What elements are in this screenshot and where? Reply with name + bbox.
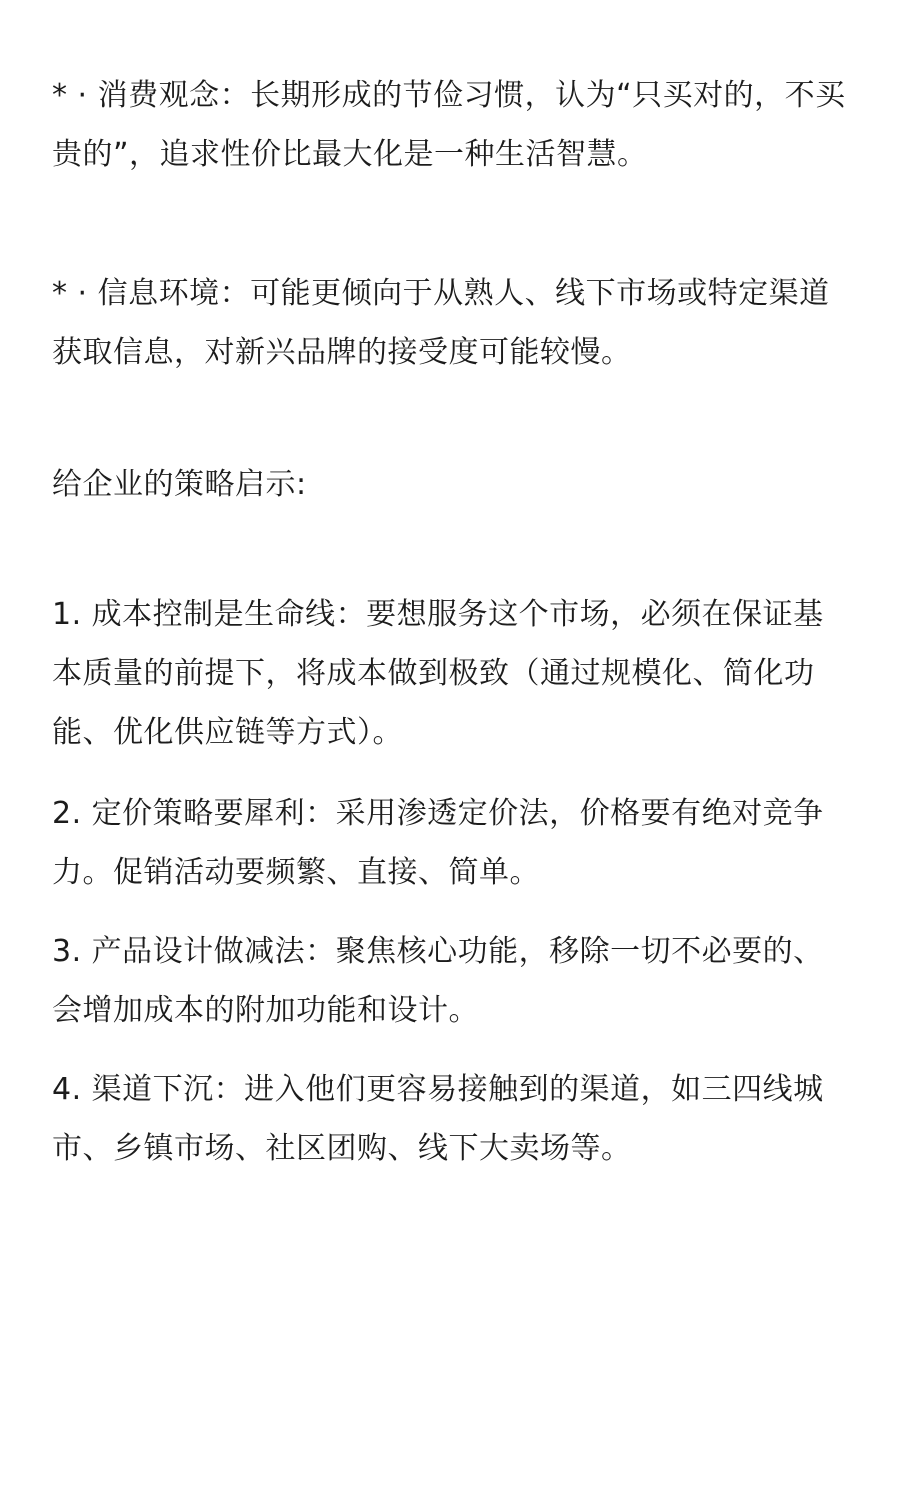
bullet-consumption-concept: * · 消费观念：长期形成的节俭习惯，认为“只买对的，不买贵的”，追求性价比最大化是一种生活智慧。 [52, 78, 846, 172]
section-heading: 给企业的策略启示: [52, 467, 307, 502]
bullet-information-environment: * · 信息环境：可能更倾向于从熟人、线下市场或特定渠道获取信息，对新兴品牌的接受度可能较慢。 [52, 276, 830, 370]
strategy-item-pricing: 2. 定价策略要犀利：采用渗透定价法，价格要有绝对竞争力。促销活动要频繁、直接、简单。 [52, 796, 824, 890]
strategy-item-product-design: 3. 产品设计做减法：聚焦核心功能，移除一切不必要的、会增加成本的附加功能和设计。 [52, 934, 824, 1028]
strategy-item-cost-control: 1. 成本控制是生命线：要想服务这个市场，必须在保证基本质量的前提下，将成本做到极致（通过规模化、简化功能、优化供应链等方式）。 [52, 597, 824, 750]
strategy-item-channel: 4. 渠道下沉：进入他们更容易接触到的渠道，如三四线城市、乡镇市场、社区团购、线下大卖场等。 [52, 1072, 824, 1166]
